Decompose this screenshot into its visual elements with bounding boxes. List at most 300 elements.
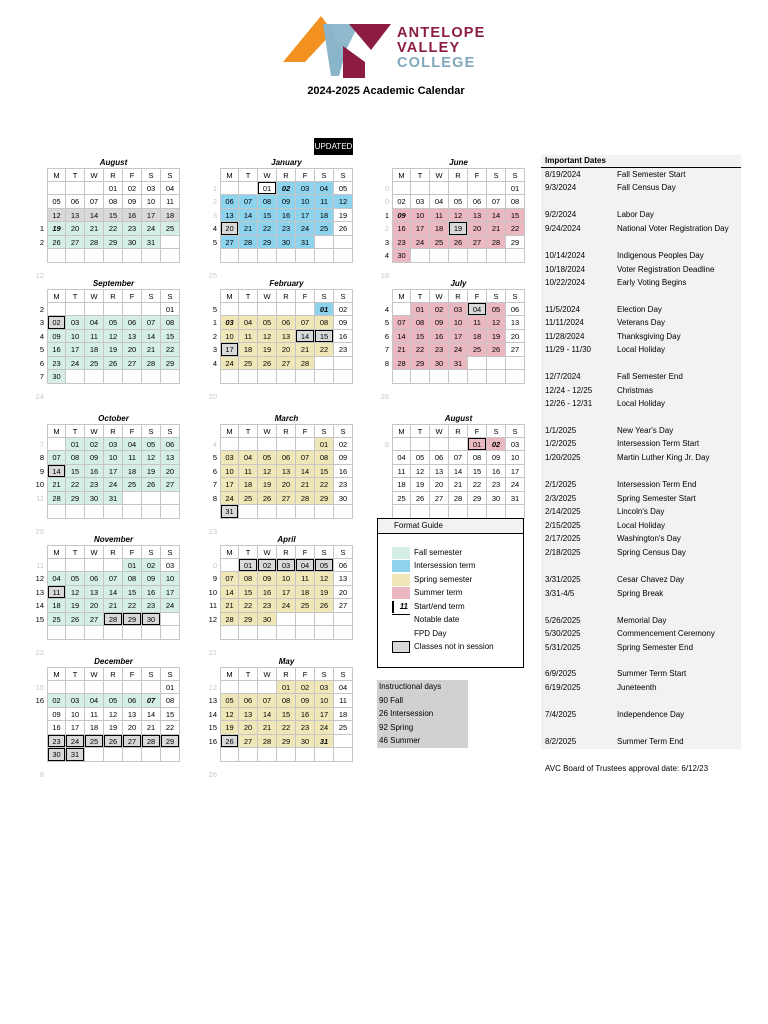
intersession-swatch bbox=[392, 560, 410, 572]
day-cell: 23 bbox=[487, 478, 506, 492]
important-date-event: Labor Day bbox=[617, 210, 654, 219]
weekday-header: M bbox=[392, 424, 411, 438]
day-cell bbox=[161, 249, 180, 263]
day-cell bbox=[47, 626, 66, 640]
weekday-header: W bbox=[258, 545, 277, 559]
day-cell bbox=[239, 681, 258, 695]
week-count: 25 bbox=[208, 271, 217, 280]
week-number: 11 bbox=[209, 601, 217, 610]
week-number: 2 bbox=[39, 304, 44, 314]
week-row bbox=[33, 613, 180, 627]
day-cell: 08 bbox=[315, 316, 334, 330]
day-cell: 28 bbox=[392, 357, 411, 371]
day-cell bbox=[296, 303, 315, 317]
day-cell: 08 bbox=[104, 195, 123, 209]
week-number bbox=[33, 209, 47, 223]
day-cell: 22 bbox=[506, 222, 525, 236]
day-cell: 14 bbox=[258, 708, 277, 722]
week-row bbox=[206, 492, 353, 506]
legend-not-in-session: Classes not in session bbox=[414, 642, 494, 651]
day-cell bbox=[104, 249, 123, 263]
day-cell bbox=[47, 438, 66, 452]
weekday-header-row bbox=[206, 289, 353, 303]
day-cell bbox=[239, 370, 258, 384]
day-cell: 26 bbox=[258, 357, 277, 371]
day-cell: 03 bbox=[449, 303, 468, 317]
week-row bbox=[378, 505, 525, 519]
day-cell: 01 bbox=[506, 182, 525, 196]
day-cell: 18 bbox=[468, 330, 487, 344]
day-cell: 24 bbox=[296, 222, 315, 236]
day-cell: 29 bbox=[315, 492, 334, 506]
week-number: 1 bbox=[39, 224, 44, 233]
day-cell: 26 bbox=[449, 236, 468, 250]
day-cell: 20 bbox=[506, 330, 525, 344]
day-cell: 18 bbox=[334, 708, 353, 722]
day-cell bbox=[449, 505, 468, 519]
day-cell bbox=[104, 559, 123, 573]
day-cell: 07 bbox=[296, 316, 315, 330]
week-row bbox=[206, 748, 353, 762]
week-count: 23 bbox=[208, 527, 217, 536]
week-row bbox=[206, 559, 353, 573]
week-count: 24 bbox=[35, 392, 44, 401]
day-cell bbox=[104, 626, 123, 640]
week-number: 15 bbox=[35, 614, 44, 624]
week-number: 1 bbox=[212, 318, 217, 327]
week-number: 1 bbox=[212, 183, 217, 193]
day-cell: 27 bbox=[430, 492, 449, 506]
important-date-date: 2/14/2025 bbox=[545, 507, 581, 516]
day-cell: 20 bbox=[66, 222, 85, 236]
day-cell bbox=[220, 303, 239, 317]
important-date-date: 2/17/2025 bbox=[545, 534, 581, 543]
important-date-event: Spring Census Day bbox=[617, 548, 686, 557]
day-cell: 30 bbox=[430, 357, 449, 371]
weekday-header-row bbox=[206, 168, 353, 182]
day-cell bbox=[258, 249, 277, 263]
day-cell: 31 bbox=[104, 492, 123, 506]
weekday-header: T bbox=[239, 545, 258, 559]
day-cell bbox=[449, 182, 468, 196]
day-cell: 29 bbox=[161, 357, 180, 371]
important-date-event: Spring Semester Start bbox=[617, 494, 696, 503]
week-number: 2 bbox=[384, 224, 389, 233]
day-cell bbox=[142, 748, 161, 762]
week-row bbox=[206, 236, 353, 250]
day-cell: 28 bbox=[258, 735, 277, 749]
day-cell: 22 bbox=[258, 222, 277, 236]
day-cell: 02 bbox=[334, 438, 353, 452]
day-cell bbox=[334, 505, 353, 519]
weekday-header: F bbox=[123, 667, 142, 681]
week-row bbox=[206, 343, 353, 357]
day-cell bbox=[449, 249, 468, 263]
day-cell: 07 bbox=[487, 195, 506, 209]
day-cell bbox=[315, 357, 334, 371]
day-cell: 01 bbox=[468, 438, 487, 452]
day-cell: 14 bbox=[487, 209, 506, 223]
day-cell: 19 bbox=[104, 343, 123, 357]
day-cell: 08 bbox=[315, 451, 334, 465]
logo-text-valley: VALLEY bbox=[397, 40, 461, 56]
day-cell: 12 bbox=[487, 316, 506, 330]
day-cell bbox=[315, 613, 334, 627]
week-number: 14 bbox=[208, 709, 217, 719]
month-name: May bbox=[278, 657, 295, 666]
week-number bbox=[378, 370, 392, 384]
day-cell: 14 bbox=[104, 586, 123, 600]
month-name: June bbox=[449, 158, 468, 167]
day-cell: 17 bbox=[66, 721, 85, 735]
week-row bbox=[33, 586, 180, 600]
day-cell: 30 bbox=[392, 249, 411, 263]
important-date-date: 5/30/2025 bbox=[545, 629, 581, 638]
day-cell: 09 bbox=[47, 330, 66, 344]
day-cell: 01 bbox=[315, 438, 334, 452]
day-cell: 23 bbox=[296, 721, 315, 735]
week-row bbox=[33, 330, 180, 344]
day-cell: 30 bbox=[277, 236, 296, 250]
week-number: 4 bbox=[212, 358, 217, 368]
week-row bbox=[206, 182, 353, 196]
weekday-header: W bbox=[85, 289, 104, 303]
week-row bbox=[378, 182, 525, 196]
important-date-date: 2/1/2025 bbox=[545, 480, 577, 489]
weekday-header: M bbox=[392, 168, 411, 182]
day-cell: 13 bbox=[123, 708, 142, 722]
day-cell: 25 bbox=[161, 222, 180, 236]
day-cell: 26 bbox=[104, 735, 123, 749]
day-cell: 20 bbox=[468, 222, 487, 236]
day-cell: 26 bbox=[411, 492, 430, 506]
day-cell: 25 bbox=[392, 492, 411, 506]
day-cell: 05 bbox=[411, 451, 430, 465]
weekday-header: M bbox=[47, 168, 66, 182]
important-date-date: 12/24 - 12/25 bbox=[545, 386, 593, 395]
month-name: September bbox=[92, 279, 135, 288]
month-calendar bbox=[378, 158, 525, 280]
day-cell: 09 bbox=[334, 451, 353, 465]
day-cell: 27 bbox=[239, 735, 258, 749]
week-row bbox=[33, 748, 180, 762]
day-cell bbox=[334, 626, 353, 640]
day-cell: 13 bbox=[506, 316, 525, 330]
week-number: 0 bbox=[384, 197, 389, 206]
week-row bbox=[378, 303, 525, 317]
day-cell: 20 bbox=[334, 586, 353, 600]
day-cell bbox=[392, 505, 411, 519]
day-cell: 30 bbox=[334, 492, 353, 506]
day-cell bbox=[392, 303, 411, 317]
weekday-header: S bbox=[315, 545, 334, 559]
day-cell: 04 bbox=[47, 572, 66, 586]
week-number bbox=[206, 168, 220, 182]
week-number: 4 bbox=[384, 251, 389, 260]
day-cell: 27 bbox=[123, 735, 142, 749]
day-cell bbox=[449, 370, 468, 384]
month-calendar bbox=[378, 279, 525, 401]
day-cell bbox=[104, 681, 123, 695]
day-cell bbox=[258, 626, 277, 640]
weekday-header: T bbox=[66, 168, 85, 182]
day-cell: 05 bbox=[334, 182, 353, 196]
important-date-date: 2/3/2025 bbox=[545, 494, 577, 503]
day-cell bbox=[296, 249, 315, 263]
weekday-header: F bbox=[296, 424, 315, 438]
week-count: 22 bbox=[35, 648, 44, 657]
day-cell bbox=[123, 505, 142, 519]
day-cell: 31 bbox=[220, 505, 239, 519]
day-cell: 13 bbox=[277, 330, 296, 344]
weekday-header-row bbox=[33, 424, 180, 438]
day-cell: 07 bbox=[296, 451, 315, 465]
day-cell: 10 bbox=[315, 694, 334, 708]
day-cell: 19 bbox=[449, 222, 468, 236]
day-cell: 21 bbox=[85, 222, 104, 236]
day-cell: 19 bbox=[258, 343, 277, 357]
weekday-header-row bbox=[206, 667, 353, 681]
day-cell: 05 bbox=[258, 451, 277, 465]
week-row bbox=[206, 451, 353, 465]
weekday-header: R bbox=[104, 545, 123, 559]
day-cell: 02 bbox=[487, 438, 506, 452]
day-cell: 23 bbox=[85, 478, 104, 492]
day-cell: 05 bbox=[449, 195, 468, 209]
week-row bbox=[33, 626, 180, 640]
day-cell: 27 bbox=[161, 478, 180, 492]
day-cell bbox=[315, 370, 334, 384]
week-row bbox=[206, 694, 353, 708]
important-dates-title: Important Dates bbox=[545, 156, 606, 165]
week-number: 0 bbox=[384, 183, 389, 193]
important-date-event: Lincoln's Day bbox=[617, 507, 665, 516]
week-row bbox=[33, 343, 180, 357]
week-number: 8 bbox=[39, 453, 44, 462]
day-cell: 10 bbox=[66, 330, 85, 344]
day-cell: 08 bbox=[161, 694, 180, 708]
day-cell bbox=[220, 182, 239, 196]
day-cell: 24 bbox=[161, 599, 180, 613]
day-cell: 07 bbox=[258, 694, 277, 708]
day-cell: 07 bbox=[449, 451, 468, 465]
updated-badge: UPDATED bbox=[314, 138, 353, 155]
day-cell bbox=[334, 613, 353, 627]
weekday-header: S bbox=[142, 545, 161, 559]
weekday-header: S bbox=[161, 424, 180, 438]
week-row bbox=[33, 492, 180, 506]
day-cell: 07 bbox=[104, 572, 123, 586]
day-cell: 21 bbox=[296, 478, 315, 492]
weekday-header: R bbox=[104, 168, 123, 182]
day-cell bbox=[277, 626, 296, 640]
week-row bbox=[378, 222, 525, 236]
day-cell bbox=[334, 370, 353, 384]
month-name: July bbox=[450, 279, 467, 288]
day-cell: 20 bbox=[277, 478, 296, 492]
day-cell: 16 bbox=[296, 708, 315, 722]
day-cell bbox=[296, 370, 315, 384]
week-row bbox=[33, 559, 180, 573]
important-date-date: 6/9/2025 bbox=[545, 669, 577, 678]
day-cell: 30 bbox=[85, 492, 104, 506]
week-number bbox=[206, 626, 220, 640]
week-row bbox=[206, 465, 353, 479]
weekday-header: S bbox=[487, 168, 506, 182]
day-cell: 18 bbox=[85, 721, 104, 735]
day-cell: 19 bbox=[258, 478, 277, 492]
weekday-header: W bbox=[85, 424, 104, 438]
day-cell: 04 bbox=[468, 303, 487, 317]
day-cell bbox=[392, 370, 411, 384]
day-cell: 04 bbox=[123, 438, 142, 452]
day-cell: 10 bbox=[277, 572, 296, 586]
day-cell: 12 bbox=[258, 465, 277, 479]
day-cell: 18 bbox=[85, 343, 104, 357]
important-date-event: Veterans Day bbox=[617, 318, 666, 327]
day-cell bbox=[487, 370, 506, 384]
important-date-event: Intersession Term Start bbox=[617, 439, 700, 448]
day-cell: 02 bbox=[142, 559, 161, 573]
day-cell bbox=[392, 438, 411, 452]
day-cell: 11 bbox=[239, 465, 258, 479]
weekday-header: W bbox=[430, 289, 449, 303]
day-cell: 09 bbox=[334, 316, 353, 330]
weekday-header: M bbox=[47, 545, 66, 559]
day-cell: 11 bbox=[334, 694, 353, 708]
month-calendar bbox=[206, 279, 353, 401]
weekday-header: S bbox=[315, 289, 334, 303]
week-number bbox=[33, 626, 47, 640]
day-cell bbox=[334, 236, 353, 250]
day-cell: 18 bbox=[296, 586, 315, 600]
day-cell bbox=[411, 505, 430, 519]
day-cell: 04 bbox=[85, 316, 104, 330]
week-number: 12 bbox=[208, 682, 217, 692]
day-cell: 13 bbox=[85, 586, 104, 600]
day-cell: 15 bbox=[411, 330, 430, 344]
important-date-event: Early Voting Begins bbox=[617, 278, 687, 287]
week-row bbox=[378, 249, 525, 263]
day-cell bbox=[123, 303, 142, 317]
day-cell: 21 bbox=[239, 222, 258, 236]
day-cell: 02 bbox=[430, 303, 449, 317]
day-cell: 03 bbox=[506, 438, 525, 452]
weekday-header: F bbox=[123, 168, 142, 182]
day-cell bbox=[142, 681, 161, 695]
day-cell: 12 bbox=[258, 330, 277, 344]
week-number: 5 bbox=[212, 453, 217, 462]
day-cell bbox=[411, 438, 430, 452]
important-date-date: 5/26/2025 bbox=[545, 616, 581, 625]
day-cell: 01 bbox=[104, 182, 123, 196]
week-row bbox=[206, 303, 353, 317]
day-cell: 14 bbox=[85, 209, 104, 223]
day-cell: 14 bbox=[47, 465, 66, 479]
day-cell: 10 bbox=[506, 451, 525, 465]
day-cell bbox=[277, 748, 296, 762]
week-number: 4 bbox=[39, 331, 44, 341]
day-cell: 18 bbox=[161, 209, 180, 223]
day-cell: 29 bbox=[239, 613, 258, 627]
day-cell: 06 bbox=[220, 195, 239, 209]
day-cell: 06 bbox=[123, 316, 142, 330]
day-cell bbox=[85, 681, 104, 695]
important-date-date: 5/31/2025 bbox=[545, 643, 581, 652]
day-cell: 23 bbox=[334, 478, 353, 492]
day-cell: 11 bbox=[123, 451, 142, 465]
weekday-header: S bbox=[506, 168, 525, 182]
day-cell: 03 bbox=[104, 438, 123, 452]
day-cell bbox=[430, 438, 449, 452]
weekday-header: S bbox=[334, 168, 353, 182]
important-date-event: Election Day bbox=[617, 305, 662, 314]
day-cell bbox=[487, 357, 506, 371]
week-number: 8 bbox=[212, 493, 217, 503]
day-cell: 09 bbox=[258, 572, 277, 586]
day-cell: 31 bbox=[315, 735, 334, 749]
day-cell: 13 bbox=[468, 209, 487, 223]
day-cell: 23 bbox=[430, 343, 449, 357]
day-cell bbox=[142, 370, 161, 384]
day-cell: 15 bbox=[161, 330, 180, 344]
important-date-event: Washington's Day bbox=[617, 534, 681, 543]
day-cell bbox=[161, 236, 180, 250]
important-date-event: Thanksgiving Day bbox=[617, 332, 681, 341]
day-cell: 21 bbox=[392, 343, 411, 357]
weekday-header: R bbox=[277, 545, 296, 559]
weekday-header: R bbox=[449, 289, 468, 303]
day-cell: 09 bbox=[142, 572, 161, 586]
week-row bbox=[33, 735, 180, 749]
weekday-header: W bbox=[430, 424, 449, 438]
day-cell: 04 bbox=[392, 451, 411, 465]
important-date-date: 12/7/2024 bbox=[545, 372, 581, 381]
day-cell: 03 bbox=[142, 182, 161, 196]
weekday-header: S bbox=[315, 424, 334, 438]
weekday-header: S bbox=[315, 667, 334, 681]
day-cell bbox=[315, 249, 334, 263]
day-cell: 28 bbox=[449, 492, 468, 506]
week-number bbox=[378, 424, 392, 438]
day-cell: 17 bbox=[411, 222, 430, 236]
day-cell: 02 bbox=[334, 303, 353, 317]
month-calendar bbox=[33, 535, 180, 657]
day-cell bbox=[296, 613, 315, 627]
week-number: 3 bbox=[212, 210, 217, 220]
day-cell bbox=[315, 626, 334, 640]
week-number: 15 bbox=[208, 723, 217, 732]
day-cell: 28 bbox=[487, 236, 506, 250]
important-date-date: 11/11/2024 bbox=[545, 318, 584, 327]
weekday-header: T bbox=[411, 168, 430, 182]
week-number bbox=[206, 667, 220, 681]
month-name: December bbox=[94, 657, 133, 666]
day-cell bbox=[334, 748, 353, 762]
day-cell bbox=[239, 303, 258, 317]
day-cell: 16 bbox=[334, 330, 353, 344]
weekday-header: F bbox=[468, 424, 487, 438]
weekday-header-row bbox=[378, 289, 525, 303]
day-cell bbox=[277, 505, 296, 519]
notable-swatch bbox=[392, 614, 410, 615]
day-cell: 31 bbox=[449, 357, 468, 371]
month-name: August bbox=[99, 158, 128, 167]
day-cell: 25 bbox=[430, 236, 449, 250]
day-cell: 18 bbox=[239, 343, 258, 357]
day-cell: 09 bbox=[85, 451, 104, 465]
day-cell: 22 bbox=[468, 478, 487, 492]
